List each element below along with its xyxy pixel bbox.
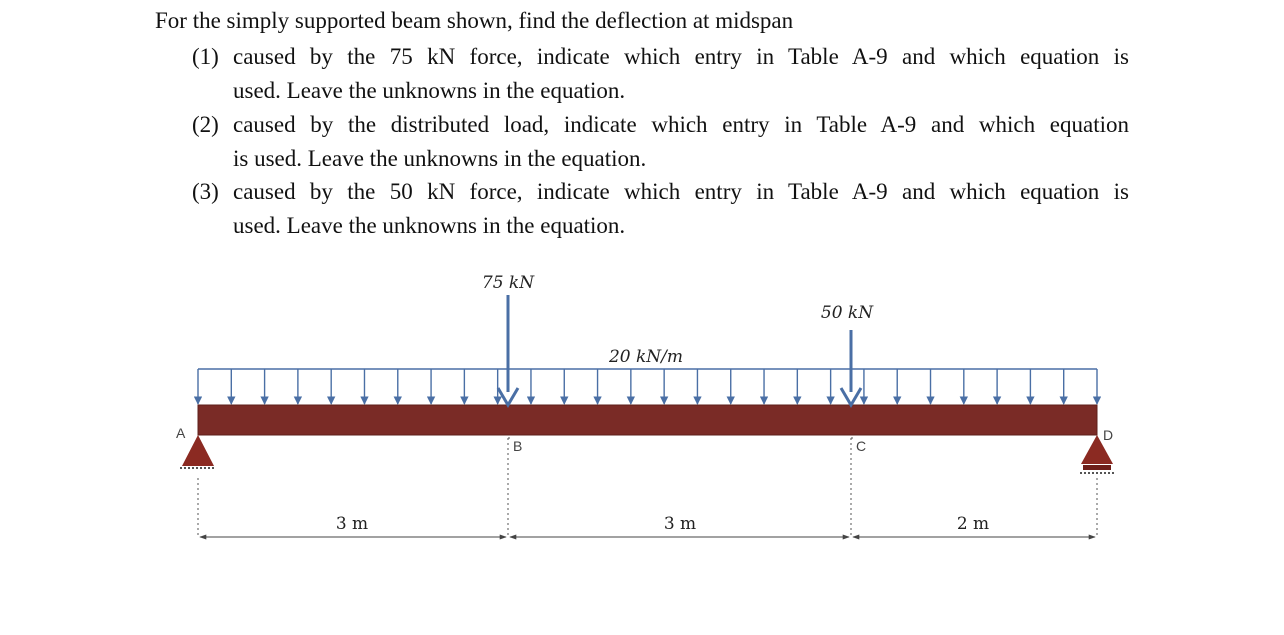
point-load-75 bbox=[482, 273, 535, 405]
question-text-line-1: caused by the 50 kN force, indicate which entry in Table A-9 and which equation is bbox=[233, 179, 1129, 204]
point-label-d: D bbox=[1103, 427, 1114, 443]
support-roller bbox=[1083, 465, 1111, 470]
dimension-label-cd: 2 m bbox=[956, 514, 990, 534]
dimension-label-bc: 3 m bbox=[663, 514, 697, 534]
question-text-line-2: used. Leave the unknowns in the equation. bbox=[233, 213, 626, 238]
distributed-load-label-group bbox=[608, 347, 683, 367]
point-load-50 bbox=[821, 303, 874, 405]
beam-body bbox=[198, 405, 1097, 435]
question-item-1 bbox=[192, 40, 1129, 108]
question-text-line-1: caused by the distributed load, indicate which entry in Table A-9 and which equation bbox=[233, 112, 1129, 137]
load-label-50: 50 kN bbox=[820, 303, 874, 323]
problem-intro: For the simply supported beam shown, find the deflection at midspan bbox=[155, 8, 794, 33]
question-text-line-2: used. Leave the unknowns in the equation. bbox=[233, 78, 626, 103]
question-text-line-2: is used. Leave the unknowns in the equation. bbox=[233, 146, 647, 171]
point-label-c: C bbox=[856, 438, 867, 454]
question-number: (3) bbox=[192, 179, 219, 204]
question-number: (2) bbox=[192, 112, 219, 137]
question-text-line-1: caused by the 75 kN force, indicate which entry in Table A-9 and which equation is bbox=[233, 44, 1129, 69]
question-number: (1) bbox=[192, 44, 219, 69]
point-label-b: B bbox=[513, 438, 523, 454]
point-label-a: A bbox=[176, 425, 186, 441]
beam-diagram bbox=[0, 255, 1284, 555]
load-label-75: 75 kN bbox=[481, 273, 535, 293]
pin-support-a bbox=[180, 435, 216, 468]
distributed-load bbox=[198, 369, 1097, 404]
support-triangle bbox=[182, 435, 214, 466]
dimension-label-ab: 3 m bbox=[335, 514, 369, 534]
distributed-load-arrows bbox=[198, 369, 1097, 404]
distributed-load-label: 20 kN/m bbox=[608, 347, 684, 367]
question-item-3 bbox=[192, 175, 1129, 243]
question-item-2 bbox=[192, 108, 1129, 176]
